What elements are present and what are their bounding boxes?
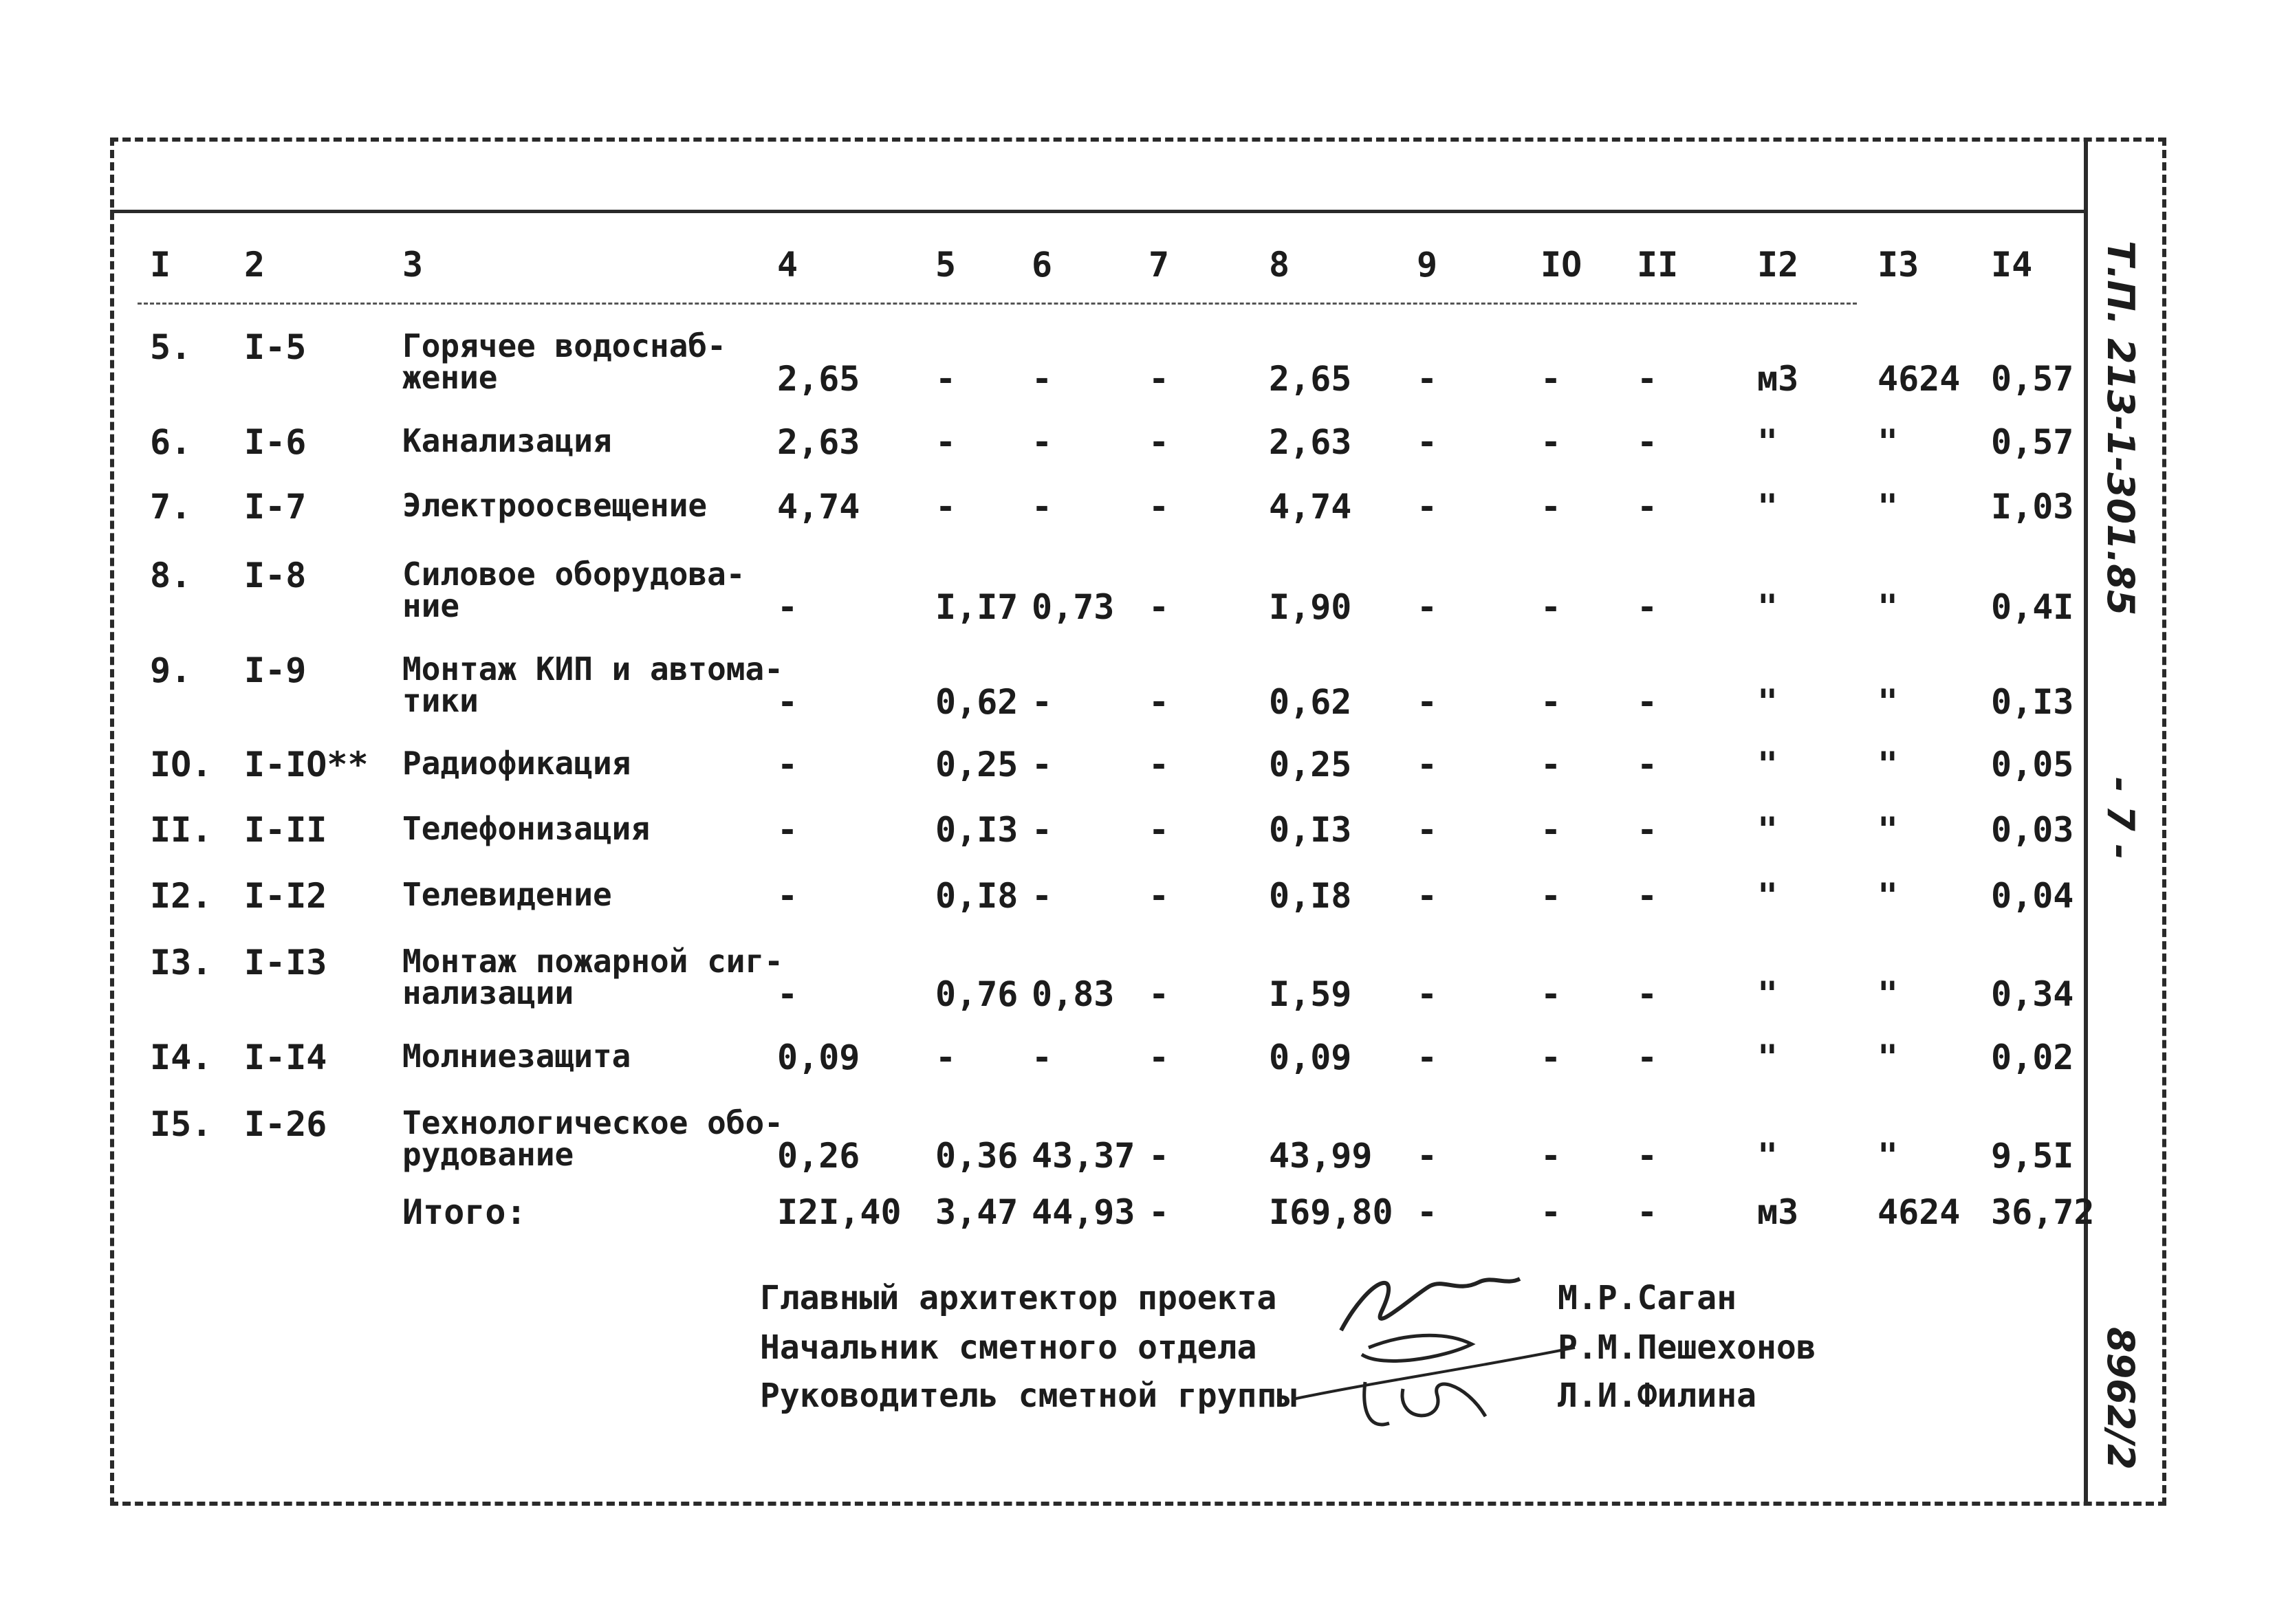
row-cell-c4: - (777, 974, 798, 1014)
row-cell-c12: " (1757, 682, 1778, 722)
signature-person: Р.М.Пешехонов (1558, 1328, 1816, 1367)
row-cell-c5: 0,I8 (935, 876, 1019, 916)
row-name: Горячее водоснаб- жение (402, 327, 726, 396)
total-cell-c7: - (1149, 1192, 1170, 1232)
column-header-5: 5 (935, 245, 957, 285)
row-number: II. (150, 810, 213, 850)
row-cell-c5: - (935, 422, 957, 462)
row-cell-c13: " (1877, 974, 1899, 1014)
side-doc-code: Т.П. 213-1-301.85 (2099, 241, 2142, 616)
row-cell-c10: - (1541, 745, 1562, 784)
row-number: 8. (150, 556, 192, 595)
row-cell-c14: 0,57 (1991, 359, 2074, 399)
row-cell-c8: 0,62 (1269, 682, 1352, 722)
row-cell-c5: - (935, 359, 957, 399)
row-cell-c6: - (1032, 487, 1053, 527)
row-cell-c7: - (1149, 810, 1170, 850)
row-cell-c14: 0,4I (1991, 587, 2074, 627)
row-cell-c14: 0,57 (1991, 422, 2074, 462)
row-code: I-IO** (244, 745, 369, 784)
row-cell-c13: " (1877, 587, 1899, 627)
row-cell-c14: 0,I3 (1991, 682, 2074, 722)
row-cell-c9: - (1417, 810, 1438, 850)
column-header-10: IO (1541, 245, 1582, 285)
row-cell-c11: - (1637, 359, 1658, 399)
total-cell-c8: I69,80 (1269, 1192, 1393, 1232)
row-cell-c8: 0,09 (1269, 1038, 1352, 1077)
row-cell-c12: м3 (1757, 359, 1799, 399)
row-cell-c11: - (1637, 1136, 1658, 1176)
row-cell-c10: - (1541, 1136, 1562, 1176)
row-cell-c9: - (1417, 682, 1438, 722)
side-page-number: - 7 - (2099, 777, 2142, 859)
total-label: Итого: (402, 1192, 527, 1232)
total-cell-c9: - (1417, 1192, 1438, 1232)
total-cell-c13: 4624 (1877, 1192, 1961, 1232)
row-cell-c7: - (1149, 876, 1170, 916)
row-cell-c6: - (1032, 1038, 1053, 1077)
row-cell-c9: - (1417, 587, 1438, 627)
row-cell-c12: " (1757, 587, 1778, 627)
row-name: Телевидение (402, 876, 612, 913)
row-cell-c13: " (1877, 1136, 1899, 1176)
row-cell-c7: - (1149, 487, 1170, 527)
signature-person: Л.И.Филина (1558, 1376, 1756, 1415)
row-cell-c8: I,59 (1269, 974, 1352, 1014)
row-cell-c12: " (1757, 974, 1778, 1014)
row-cell-c5: 0,36 (935, 1136, 1019, 1176)
row-cell-c5: I,I7 (935, 587, 1019, 627)
row-cell-c9: - (1417, 359, 1438, 399)
row-cell-c5: 0,62 (935, 682, 1019, 722)
row-cell-c6: - (1032, 359, 1053, 399)
row-cell-c9: - (1417, 876, 1438, 916)
row-cell-c7: - (1149, 1038, 1170, 1077)
row-name: Монтаж КИП и автома- тики (402, 650, 783, 719)
column-header-3: 3 (402, 245, 424, 285)
row-cell-c12: " (1757, 876, 1778, 916)
row-cell-c12: " (1757, 487, 1778, 527)
row-cell-c13: " (1877, 422, 1899, 462)
row-cell-c9: - (1417, 1136, 1438, 1176)
row-cell-c6: - (1032, 810, 1053, 850)
signature-person: М.Р.Саган (1558, 1279, 1737, 1317)
row-cell-c14: I,03 (1991, 487, 2074, 527)
row-cell-c13: 4624 (1877, 359, 1961, 399)
row-cell-c10: - (1541, 487, 1562, 527)
row-cell-c4: 2,65 (777, 359, 860, 399)
row-name: Телефонизация (402, 810, 651, 847)
row-cell-c12: " (1757, 1136, 1778, 1176)
signature-role: Главный архитектор проекта (760, 1279, 1277, 1317)
row-cell-c6: - (1032, 876, 1053, 916)
row-cell-c14: 0,02 (1991, 1038, 2074, 1077)
row-cell-c4: 0,09 (777, 1038, 860, 1077)
row-number: I2. (150, 876, 213, 916)
column-header-14: I4 (1991, 245, 2033, 285)
row-cell-c7: - (1149, 745, 1170, 784)
row-cell-c8: I,90 (1269, 587, 1352, 627)
row-cell-c4: 2,63 (777, 422, 860, 462)
row-cell-c6: 43,37 (1032, 1136, 1135, 1176)
total-cell-c5: 3,47 (935, 1192, 1019, 1232)
row-cell-c13: " (1877, 487, 1899, 527)
column-header-8: 8 (1269, 245, 1290, 285)
row-cell-c4: - (777, 682, 798, 722)
row-cell-c9: - (1417, 974, 1438, 1014)
row-cell-c4: 4,74 (777, 487, 860, 527)
row-code: I-II (244, 810, 327, 850)
row-name: Монтаж пожарной сиг- нализации (402, 943, 783, 1011)
column-header-7: 7 (1149, 245, 1170, 285)
row-cell-c10: - (1541, 587, 1562, 627)
row-code: I-7 (244, 487, 307, 527)
row-cell-c10: - (1541, 1038, 1562, 1077)
row-code: I-5 (244, 327, 307, 367)
row-number: 9. (150, 650, 192, 690)
row-cell-c7: - (1149, 1136, 1170, 1176)
row-name: Канализация (402, 422, 612, 459)
row-cell-c7: - (1149, 359, 1170, 399)
row-cell-c8: 0,I8 (1269, 876, 1352, 916)
row-cell-c11: - (1637, 422, 1658, 462)
row-cell-c6: - (1032, 682, 1053, 722)
column-header-13: I3 (1877, 245, 1919, 285)
row-cell-c8: 0,25 (1269, 745, 1352, 784)
row-cell-c11: - (1637, 810, 1658, 850)
row-cell-c11: - (1637, 1038, 1658, 1077)
row-cell-c14: 9,5I (1991, 1136, 2074, 1176)
row-cell-c11: - (1637, 487, 1658, 527)
row-cell-c5: 0,25 (935, 745, 1019, 784)
row-number: I5. (150, 1104, 213, 1144)
row-code: I-9 (244, 650, 307, 690)
row-cell-c13: " (1877, 876, 1899, 916)
row-cell-c5: - (935, 487, 957, 527)
column-header-6: 6 (1032, 245, 1053, 285)
row-cell-c4: 0,26 (777, 1136, 860, 1176)
row-code: I-I2 (244, 876, 327, 916)
row-name: Силовое оборудова- ние (402, 556, 745, 624)
row-code: I-6 (244, 422, 307, 462)
row-code: I-I3 (244, 943, 327, 983)
row-cell-c4: - (777, 587, 798, 627)
row-cell-c7: - (1149, 587, 1170, 627)
total-cell-c12: м3 (1757, 1192, 1799, 1232)
row-number: IO. (150, 745, 213, 784)
row-cell-c12: " (1757, 745, 1778, 784)
row-cell-c11: - (1637, 587, 1658, 627)
total-cell-c6: 44,93 (1032, 1192, 1135, 1232)
row-cell-c14: 0,03 (1991, 810, 2074, 850)
row-cell-c11: - (1637, 974, 1658, 1014)
total-cell-c4: I2I,40 (777, 1192, 902, 1232)
row-cell-c4: - (777, 876, 798, 916)
row-number: I3. (150, 943, 213, 983)
row-cell-c8: 0,I3 (1269, 810, 1352, 850)
column-header-12: I2 (1757, 245, 1799, 285)
row-code: I-I4 (244, 1038, 327, 1077)
row-code: I-26 (244, 1104, 327, 1144)
row-number: 6. (150, 422, 192, 462)
row-cell-c9: - (1417, 487, 1438, 527)
row-cell-c7: - (1149, 422, 1170, 462)
row-cell-c10: - (1541, 876, 1562, 916)
row-cell-c12: " (1757, 422, 1778, 462)
row-cell-c5: 0,I3 (935, 810, 1019, 850)
column-header-4: 4 (777, 245, 798, 285)
row-cell-c5: 0,76 (935, 974, 1019, 1014)
row-cell-c14: 0,04 (1991, 876, 2074, 916)
column-header-1: I (150, 245, 171, 285)
column-header-9: 9 (1417, 245, 1438, 285)
row-cell-c4: - (777, 810, 798, 850)
row-number: 5. (150, 327, 192, 367)
row-cell-c7: - (1149, 974, 1170, 1014)
row-cell-c6: - (1032, 745, 1053, 784)
row-name: Технологическое обо- рудование (402, 1104, 783, 1173)
row-cell-c14: 0,05 (1991, 745, 2074, 784)
row-cell-c6: 0,73 (1032, 587, 1115, 627)
row-cell-c4: - (777, 745, 798, 784)
row-cell-c10: - (1541, 682, 1562, 722)
column-header-2: 2 (244, 245, 265, 285)
total-cell-c10: - (1541, 1192, 1562, 1232)
signature-role: Руководитель сметной группы (760, 1376, 1297, 1415)
row-cell-c10: - (1541, 810, 1562, 850)
row-cell-c11: - (1637, 876, 1658, 916)
row-cell-c12: " (1757, 1038, 1778, 1077)
row-cell-c13: " (1877, 1038, 1899, 1077)
row-cell-c8: 4,74 (1269, 487, 1352, 527)
row-cell-c10: - (1541, 974, 1562, 1014)
row-name: Электроосвещение (402, 487, 708, 524)
row-cell-c13: " (1877, 745, 1899, 784)
side-archive-number: 8962/2 (2099, 1327, 2142, 1470)
total-cell-c14: 36,72 (1991, 1192, 2095, 1232)
row-cell-c8: 2,65 (1269, 359, 1352, 399)
row-cell-c9: - (1417, 422, 1438, 462)
row-cell-c8: 2,63 (1269, 422, 1352, 462)
row-cell-c7: - (1149, 682, 1170, 722)
row-cell-c8: 43,99 (1269, 1136, 1373, 1176)
row-cell-c13: " (1877, 682, 1899, 722)
column-header-11: II (1637, 245, 1679, 285)
signature-role: Начальник сметного отдела (760, 1328, 1257, 1367)
row-name: Молниезащита (402, 1038, 631, 1075)
row-cell-c9: - (1417, 1038, 1438, 1077)
row-cell-c11: - (1637, 745, 1658, 784)
row-cell-c13: " (1877, 810, 1899, 850)
row-cell-c11: - (1637, 682, 1658, 722)
row-cell-c5: - (935, 1038, 957, 1077)
row-cell-c14: 0,34 (1991, 974, 2074, 1014)
row-cell-c9: - (1417, 745, 1438, 784)
row-number: 7. (150, 487, 192, 527)
row-name: Радиофикация (402, 745, 631, 782)
row-number: I4. (150, 1038, 213, 1077)
row-cell-c6: 0,83 (1032, 974, 1115, 1014)
row-code: I-8 (244, 556, 307, 595)
row-cell-c12: " (1757, 810, 1778, 850)
row-cell-c10: - (1541, 422, 1562, 462)
row-cell-c6: - (1032, 422, 1053, 462)
total-cell-c11: - (1637, 1192, 1658, 1232)
row-cell-c10: - (1541, 359, 1562, 399)
